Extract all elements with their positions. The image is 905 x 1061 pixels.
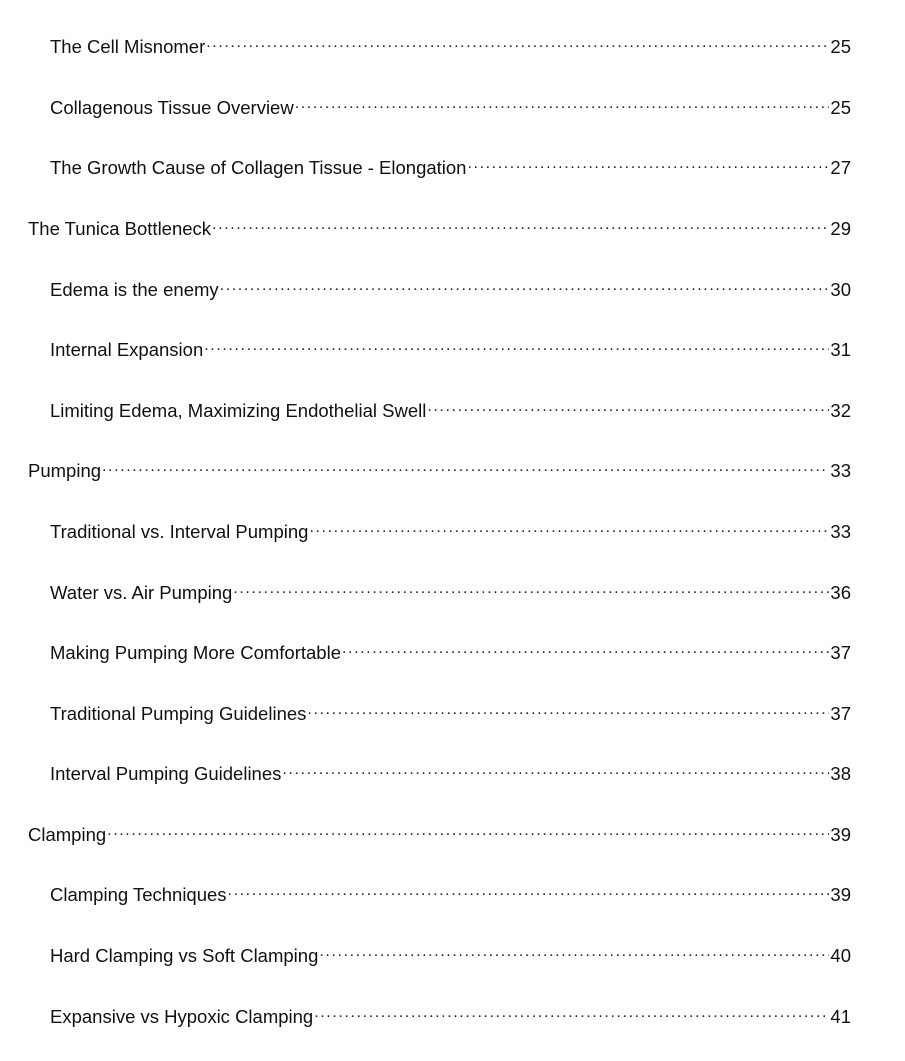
toc-entry-page-number: 27	[830, 157, 851, 178]
dot-leader	[319, 936, 829, 962]
toc-entry-page-number: 33	[830, 460, 851, 481]
toc-entry-growth-cause-collagen-tissue[interactable]	[50, 148, 851, 178]
toc-entry-page-number: 25	[830, 97, 851, 118]
toc-entry-page-number: 30	[830, 279, 851, 300]
toc-entry-title: Hard Clamping vs Soft Clamping	[50, 945, 319, 966]
toc-entry-page-number: 25	[830, 36, 851, 57]
toc-entry-page-number: 37	[830, 703, 851, 724]
toc-entry-title: Interval Pumping Guidelines	[50, 763, 282, 784]
dot-leader	[204, 330, 829, 356]
toc-entry-page-number: 39	[830, 884, 851, 905]
toc-entry-title: Pumping	[28, 460, 102, 481]
toc-entry-edema-is-the-enemy[interactable]	[50, 270, 851, 300]
dot-leader	[342, 633, 829, 659]
dot-leader	[233, 573, 829, 599]
toc-entry-water-vs-air-pumping[interactable]	[50, 573, 851, 603]
toc-entry-internal-expansion[interactable]	[50, 330, 851, 360]
dot-leader	[427, 391, 829, 417]
toc-entry-interval-pumping-guidelines[interactable]	[50, 754, 851, 784]
toc-entry-pumping[interactable]	[28, 451, 851, 481]
toc-entry-title: Limiting Edema, Maximizing Endothelial Swell	[50, 400, 427, 421]
dot-leader	[220, 270, 830, 296]
toc-entry-page-number: 31	[830, 339, 851, 360]
toc-entry-limiting-edema[interactable]	[50, 391, 851, 421]
toc-entry-title: The Cell Misnomer	[50, 36, 206, 57]
toc-entry-title: Water vs. Air Pumping	[50, 582, 233, 603]
dot-leader	[307, 694, 829, 720]
dot-leader	[102, 451, 829, 477]
toc-entry-title: The Growth Cause of Collagen Tissue - Elongation	[50, 157, 467, 178]
toc-entry-page-number: 40	[830, 945, 851, 966]
toc-entry-title: Traditional Pumping Guidelines	[50, 703, 307, 724]
dot-leader	[467, 148, 829, 174]
toc-entry-traditional-vs-interval-pumping[interactable]	[50, 512, 851, 542]
dot-leader	[309, 512, 829, 538]
toc-entry-expansive-vs-hypoxic-clamping[interactable]	[50, 997, 851, 1027]
toc-entry-the-tunica-bottleneck[interactable]	[28, 209, 851, 239]
toc-entry-page-number: 29	[830, 218, 851, 239]
toc-entry-title: Clamping	[28, 824, 107, 845]
toc-entry-title: Making Pumping More Comfortable	[50, 642, 341, 663]
toc-entry-title: Edema is the enemy	[50, 279, 219, 300]
dot-leader	[314, 997, 829, 1023]
toc-entry-title: Collagenous Tissue Overview	[50, 97, 294, 118]
toc-entry-the-cell-misnomer[interactable]	[50, 27, 851, 57]
toc-entry-page-number: 37	[830, 642, 851, 663]
dot-leader	[107, 815, 829, 841]
dot-leader	[212, 209, 829, 235]
toc-entry-collagenous-tissue-overview[interactable]	[50, 88, 851, 118]
dot-leader	[206, 27, 829, 53]
toc-entry-hard-vs-soft-clamping[interactable]	[50, 936, 851, 966]
toc-entry-making-pumping-more-comfortable[interactable]	[50, 633, 851, 663]
toc-entry-page-number: 33	[830, 521, 851, 542]
toc-entry-title: The Tunica Bottleneck	[28, 218, 212, 239]
toc-entry-title: Internal Expansion	[50, 339, 204, 360]
toc-entry-page-number: 32	[830, 400, 851, 421]
toc-entry-clamping[interactable]	[28, 815, 851, 845]
toc-entry-clamping-techniques[interactable]	[50, 875, 851, 905]
toc-entry-page-number: 39	[830, 824, 851, 845]
dot-leader	[282, 754, 829, 780]
toc-entry-page-number: 36	[830, 582, 851, 603]
toc-entry-title: Expansive vs Hypoxic Clamping	[50, 1006, 314, 1027]
toc-entry-traditional-pumping-guidelines[interactable]	[50, 694, 851, 724]
dot-leader	[228, 875, 830, 901]
toc-entry-page-number: 38	[830, 763, 851, 784]
toc-entry-title: Clamping Techniques	[50, 884, 227, 905]
dot-leader	[295, 88, 830, 114]
toc-entry-page-number: 41	[830, 1006, 851, 1027]
toc-entry-title: Traditional vs. Interval Pumping	[50, 521, 309, 542]
